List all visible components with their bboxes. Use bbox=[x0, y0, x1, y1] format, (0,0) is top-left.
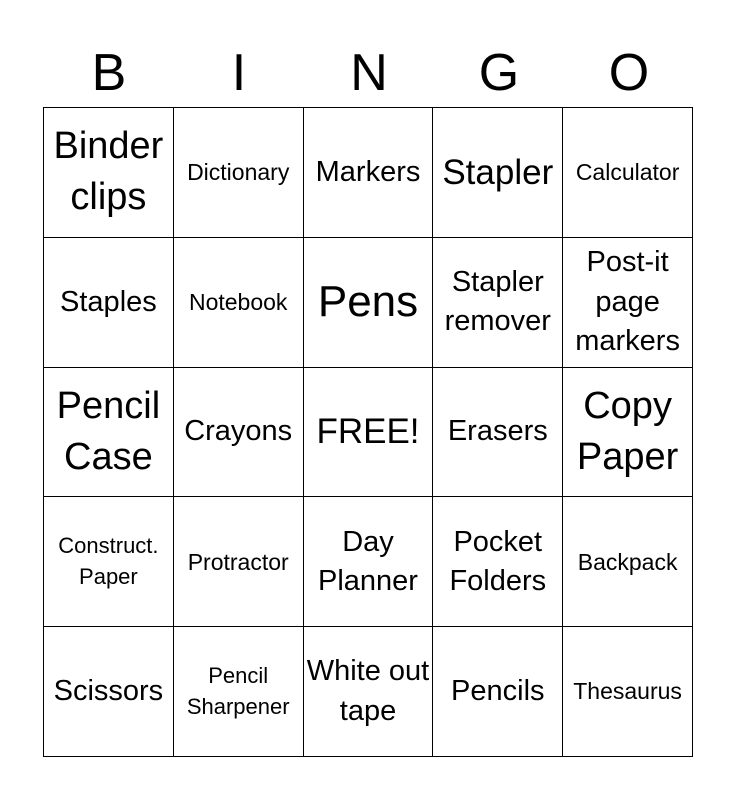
bingo-cell: White out tape bbox=[304, 627, 434, 757]
bingo-cell: Dictionary bbox=[174, 108, 304, 238]
bingo-cell: Post-it page markers bbox=[563, 238, 693, 368]
bingo-cell: Staples bbox=[44, 238, 174, 368]
bingo-cell: Day Planner bbox=[304, 497, 434, 627]
header-letter-i: I bbox=[231, 44, 247, 102]
bingo-cell: Thesaurus bbox=[563, 627, 693, 757]
bingo-cell: Pencil Case bbox=[44, 368, 174, 498]
bingo-cell: Backpack bbox=[563, 497, 693, 627]
header-letter-g: G bbox=[478, 44, 520, 102]
bingo-cell: Copy Paper bbox=[563, 368, 693, 498]
bingo-cell: Notebook bbox=[174, 238, 304, 368]
bingo-cell: Pocket Folders bbox=[433, 497, 563, 627]
bingo-cell: Pencil Sharpener bbox=[174, 627, 304, 757]
bingo-cell: Protractor bbox=[174, 497, 304, 627]
bingo-cell: Stapler remover bbox=[433, 238, 563, 368]
bingo-cell: Markers bbox=[304, 108, 434, 238]
bingo-header bbox=[44, 40, 694, 106]
bingo-grid bbox=[43, 107, 693, 757]
bingo-cell: Stapler bbox=[433, 108, 563, 238]
header-letter-b: B bbox=[91, 44, 127, 102]
bingo-cell: Binder clips bbox=[44, 108, 174, 238]
bingo-cell: Erasers bbox=[433, 368, 563, 498]
free-space-cell: FREE! bbox=[304, 368, 434, 498]
bingo-cell: Calculator bbox=[563, 108, 693, 238]
bingo-cell: Scissors bbox=[44, 627, 174, 757]
header-letter-o: O bbox=[608, 44, 650, 102]
header-letter-n: N bbox=[350, 44, 388, 102]
bingo-cell: Pencils bbox=[433, 627, 563, 757]
bingo-cell: Construct. Paper bbox=[44, 497, 174, 627]
bingo-cell: Pens bbox=[304, 238, 434, 368]
bingo-cell: Crayons bbox=[174, 368, 304, 498]
